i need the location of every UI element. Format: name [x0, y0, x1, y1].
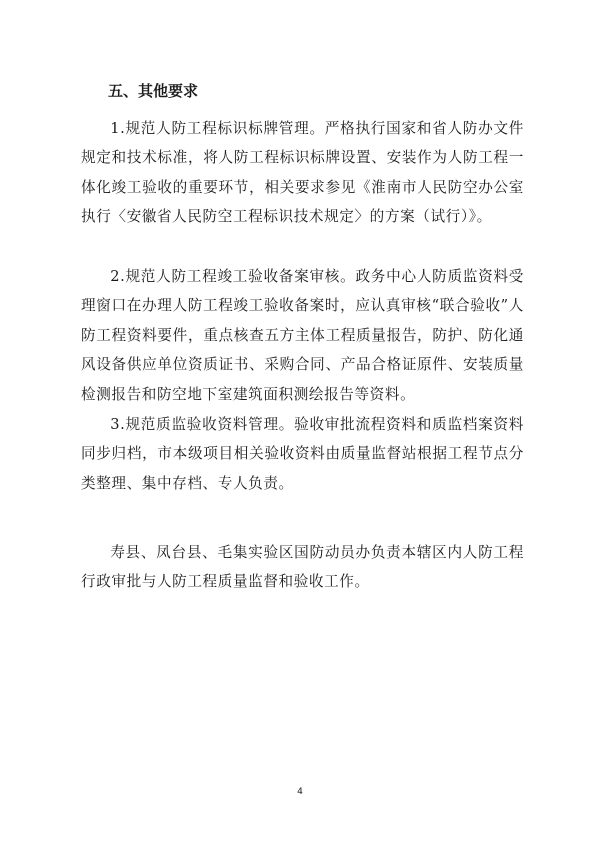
section-heading: 五、其他要求: [108, 82, 199, 100]
paragraph-county-responsibility: 寿县、凤台县、毛集实验区国防动员办负责本辖区内人防工程行政审批与人防工程质量监督和验收工作。: [81, 544, 524, 591]
page-number: 4: [297, 787, 303, 797]
paragraph-acceptance-filing: 2.规范人防工程竣工验收备案审核。政务中心人防质监资料受理窗口在办理人防工程竣工验收备案时，应认真审核“联合验收”人防工程资料要件，重点核查五方主体工程质量报告，防护、防化通风设备供应单位资质证书、采购合同、产品合格证原件、安装质量检测报告和防空地下室建筑面积测绘报告等资料。: [81, 268, 524, 403]
paragraph-records-management: 3.规范质监验收资料管理。验收审批流程资料和质监档案资料同步归档，市本级项目相关验收资料由质量监督站根据工程节点分类整理、集中存档、专人负责。: [81, 416, 524, 492]
paragraph-signage-management: 1.规范人防工程标识标牌管理。严格执行国家和省人防办文件规定和技术标准，将人防工程标识标牌设置、安装作为人防工程一体化竣工验收的重要环节，相关要求参见《淮南市人民防空办公室执行〈安徽省人民防空工程标识技术规定〉的方案（试行）》。: [81, 120, 524, 226]
